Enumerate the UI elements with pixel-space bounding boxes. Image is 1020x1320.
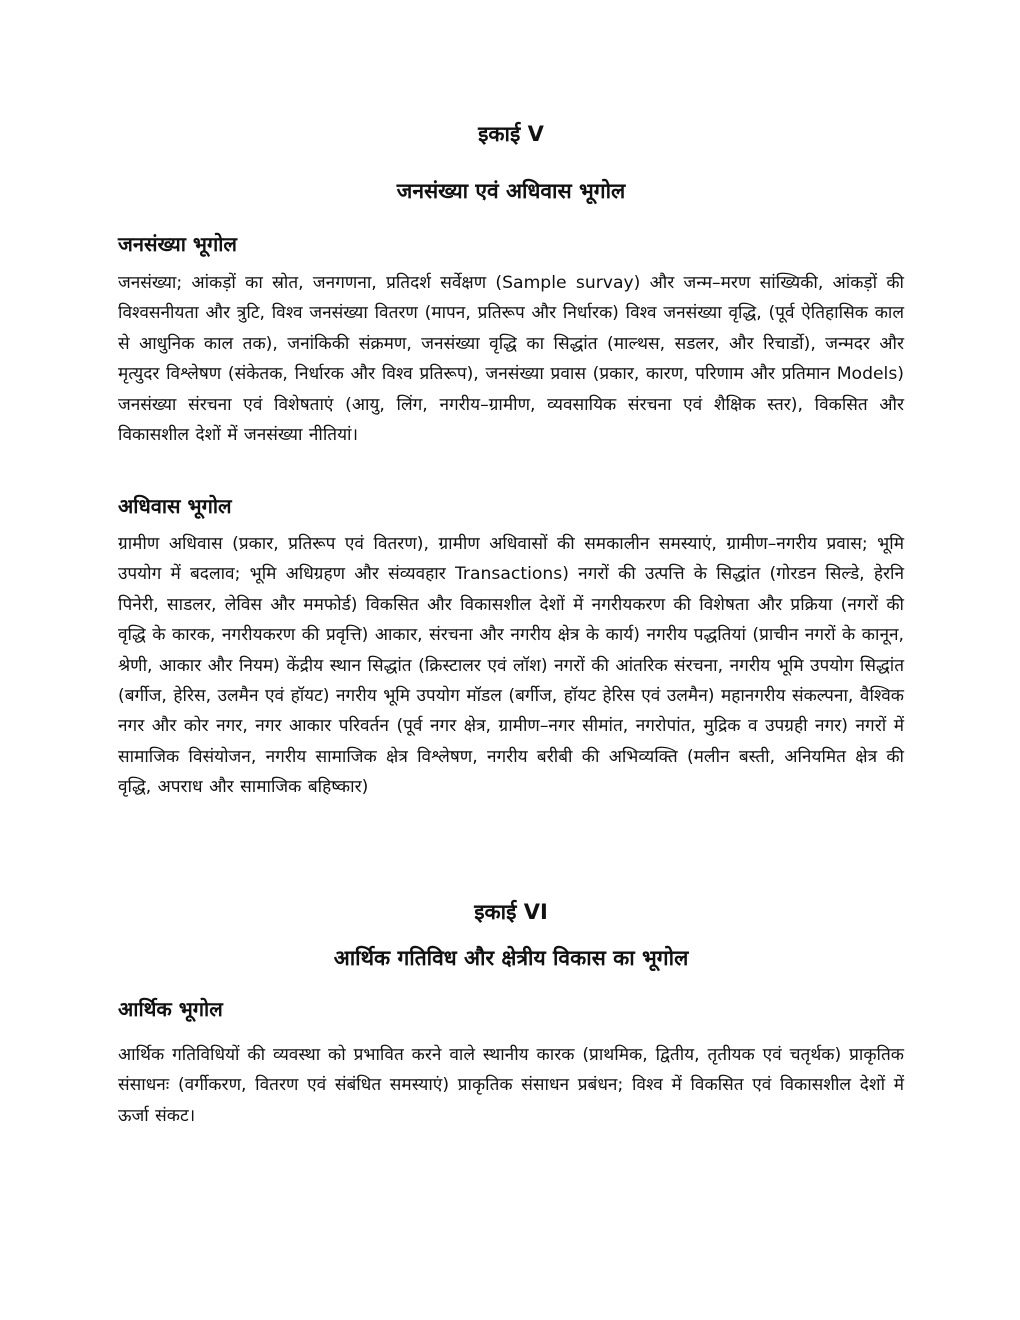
unit-6-label: इकाई VI <box>474 900 548 924</box>
unit-5-title: जनसंख्या एवं अधिवास भूगोल <box>396 179 626 203</box>
section-heading-economic-geography: आर्थिक भूगोल <box>118 997 223 1021</box>
section-text-population-geography: जनसंख्या; आंकड़ों का स्रोत, जनगणना, प्रतिदर्श सर्वेक्षण (Sample survay) और जन्म–मरण सांख्यिकी, आंकड़ों की विश्वसनीयता और त्रुटि, विश्व जनसंख्या वितरण (मापन, प्रतिरूप और निर्धारक) विश्व जनसंख्या वृद्धि, (पूर्व ऐतिहासिक काल से आधुनिक काल तक), जनांकिकी संक्रमण, जनसंख्या वृद्धि का सिद्धांत (माल्थस, सडलर, और रिचार्डो), जन्मदर और मृत्युदर विश्लेषण (संकेतक, निर्धारक और विश्व प्रतिरूप), जनसंख्या प्रवास (प्रकार, कारण, परिणाम और प्रतिमान Models) जनसंख्या संरचना एवं विशेषताएं (आयु, लिंग, नगरीय–ग्रामीण, व्यवसायिक संरचना एवं शैक्षिक स्तर), विकसित और विकासशील देशों में जनसंख्या नीतियां। <box>118 273 904 446</box>
section-heading-settlement-geography: अधिवास भूगोल <box>118 494 232 518</box>
unit-6-title: आर्थिक गतिविध और क्षेत्रीय विकास का भूगोल <box>333 946 689 970</box>
unit-5-label: इकाई V <box>478 122 544 146</box>
section-text-settlement-geography: ग्रामीण अधिवास (प्रकार, प्रतिरूप एवं वितरण), ग्रामीण अधिवासों की समकालीन समस्याएं, ग्रामीण–नगरीय प्रवास; भूमि उपयोग में बदलाव; भूमि अधिग्रहण और संव्यवहार Transactions) नगरों की उत्पत्ति के सिद्धांत (गोरडन सिल्डे, हेरनि पिनेरी, साडलर, लेविस और ममफोर्ड) विकसित और विकासशील देशों में नगरीयकरण की विशेषता और प्रक्रिया (नगरों की वृद्धि के कारक, नगरीयकरण की प्रवृत्ति) आकार, संरचना और नगरीय क्षेत्र के कार्य) नगरीय पद्धतियां (प्राचीन नगरों के कानून, श्रेणी, आकार और नियम) केंद्रीय स्थान सिद्धांत (क्रिस्टालर एवं लॉश) नगरों की आंतरिक संरचना, नगरीय भूमि उपयोग सिद्धांत (बर्गीज, हेरिस, उलमैन एवं हॉयट) नगरीय भूमि उपयोग मॉडल (बर्गीज, हॉयट हेरिस एवं उलमैन) महानगरीय संकल्पना, वैश्विक नगर और कोर नगर, नगर आकार परिवर्तन (पूर्व नगर क्षेत्र, ग्रामीण–नगर सीमांत, नगरोपांत, मुद्रिक व उपग्रही नगर) नगरों में सामाजिक विसंयोजन, नगरीय सामाजिक क्षेत्र विश्लेषण, नगरीय बरीबी की अभिव्यक्ति (मलीन बस्ती, अनियमित क्षेत्र की वृद्धि, अपराध और सामाजिक बहिष्कार) <box>118 534 904 798</box>
section-heading-population-geography: जनसंख्या भूगोल <box>118 232 237 256</box>
section-text-economic-geography: आर्थिक गतिविधियों की व्यवस्था को प्रभावित करने वाले स्थानीय कारक (प्राथमिक, द्वितीय, तृतीयक एवं चतृर्थक) प्राकृतिक संसाधनः (वर्गीकरण, वितरण एवं संबंधित समस्याएं) प्राकृतिक संसाधन प्रबंधन; विश्व में विकसित एवं विकासशील देशों में ऊर्जा संकट। <box>118 1045 904 1126</box>
